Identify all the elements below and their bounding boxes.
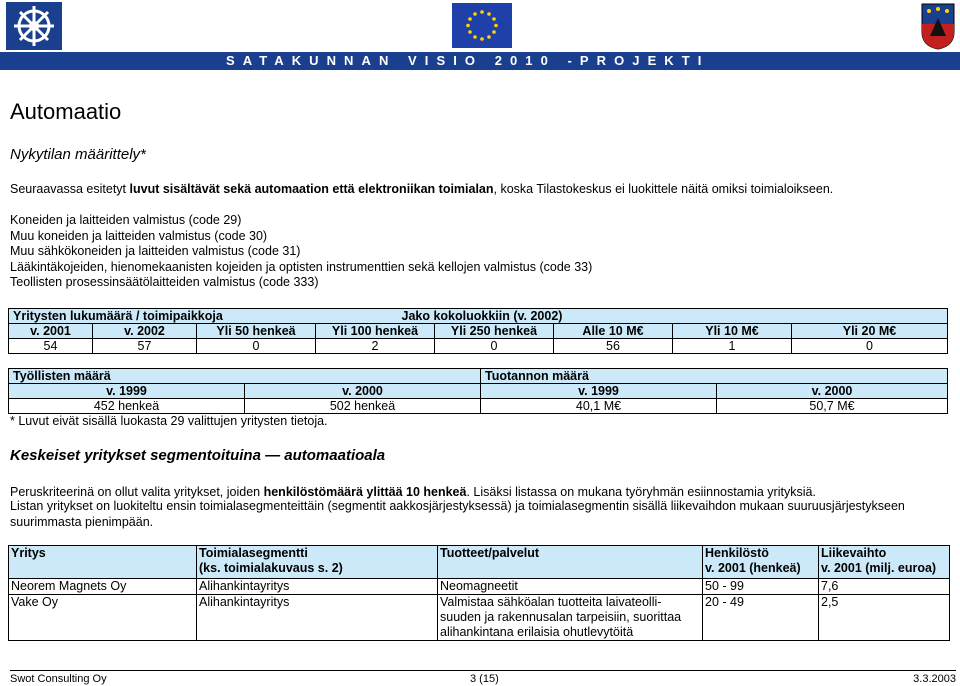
- table2-group-right: Tuotannon määrä: [481, 369, 948, 384]
- table1-header: Alle 10 M€: [554, 324, 673, 339]
- table1-cell: 2: [316, 339, 435, 354]
- table3-header-segment: Toimialasegmentti (ks. toimialakuvaus s. 2): [197, 546, 438, 579]
- table2-group-left: Työllisten määrä: [9, 369, 481, 384]
- subtitle: Nykytilan määrittely*: [10, 146, 146, 163]
- ship-wheel-logo: [6, 2, 62, 50]
- table2-header: v. 2000: [245, 384, 481, 399]
- table3-header-revenue: Liikevaihto v. 2001 (milj. euroa): [819, 546, 950, 579]
- code-list: [10, 213, 592, 291]
- table-row: [9, 595, 950, 641]
- company-cell: Neorem Magnets Oy: [9, 579, 197, 595]
- footer-page-number: 3 (15): [470, 673, 499, 685]
- table-row: [9, 579, 950, 595]
- para3-line: Listan yritykset on luokiteltu ensin toimialasegmenteittäin (segmentit aakkosjärjestyksessä) ja toimialasegmentin sisällä liikevaihdon mukaan suuruusjärjestykseen: [10, 499, 905, 513]
- products-cell: Valmistaa sähköalan tuotteita laivateolli- suuden ja rakennusalan tarpeisiin, suorittaa alihankintana erilaisia ohutlevytöitä: [438, 595, 703, 641]
- company-cell: Vake Oy: [9, 595, 197, 641]
- classification-paragraph: [10, 499, 905, 530]
- table3-header-staff: Henkilöstö v. 2001 (henkeä): [703, 546, 819, 579]
- table1-cell: 57: [93, 339, 197, 354]
- code-line: Koneiden ja laitteiden valmistus (code 29): [10, 213, 242, 227]
- table1-header: Yli 250 henkeä: [435, 324, 554, 339]
- footer-date: 3.3.2003: [913, 673, 956, 685]
- footer-company: Swot Consulting Oy: [10, 673, 107, 685]
- segment-cell: Alihankintayritys: [197, 579, 438, 595]
- table1-group-left: Yritysten lukumäärä / toimipaikkoja: [9, 309, 316, 324]
- segment-cell: Alihankintayritys: [197, 595, 438, 641]
- table1-cell: 56: [554, 339, 673, 354]
- footnote: * Luvut eivät sisällä luokasta 29 valittujen yritysten tietoja.: [10, 414, 328, 428]
- products-cell: Neomagneetit: [438, 579, 703, 595]
- companies-table: [8, 545, 950, 641]
- employment-production-table: [8, 368, 948, 414]
- table1-header: v. 2002: [93, 324, 197, 339]
- para3-line: suurimmasta pienimpään.: [10, 514, 154, 529]
- table2-header: v. 1999: [9, 384, 245, 399]
- project-banner: [0, 52, 960, 70]
- table1-header: Yli 20 M€: [792, 324, 948, 339]
- para2-post: . Lisäksi listassa on mukana työryhmän esiinnostamia yrityksiä.: [466, 485, 816, 499]
- table2-header: v. 1999: [481, 384, 717, 399]
- table1-header: Yli 10 M€: [673, 324, 792, 339]
- table1-cell: 1: [673, 339, 792, 354]
- table3-header-products: Tuotteet/palvelut: [438, 546, 703, 579]
- table1-cell: 54: [9, 339, 93, 354]
- code-line: Teollisten prosessinsäätölaitteiden valmistus (code 333): [10, 275, 319, 290]
- eu-flag-logo: [452, 3, 512, 48]
- company-count-table: [8, 308, 948, 354]
- coat-of-arms-logo: [920, 2, 956, 50]
- table1-cell: 0: [197, 339, 316, 354]
- table1-header: Yli 100 henkeä: [316, 324, 435, 339]
- page-title: Automaatio: [10, 99, 122, 124]
- table1-group-right: Jako kokoluokkiin (v. 2002): [316, 309, 948, 324]
- code-line: Muu koneiden ja laitteiden valmistus (code 30): [10, 228, 268, 243]
- para2-bold: henkilöstömäärä ylittää 10 henkeä: [263, 485, 467, 499]
- table2-cell: 40,1 M€: [481, 399, 717, 414]
- staff-cell: 20 - 49: [703, 595, 819, 641]
- table2-cell: 50,7 M€: [717, 399, 948, 414]
- intro-post: , koska Tilastokeskus ei luokittele näitä omiksi toimialoikseen.: [493, 182, 834, 196]
- banner-text: SATAKUNNAN VISIO 2010 -PROJEKTI: [226, 53, 710, 68]
- page-footer: [10, 670, 956, 685]
- table3-header-company: Yritys: [9, 546, 197, 579]
- code-line: Muu sähkökoneiden ja laitteiden valmistus (code 31): [10, 244, 301, 259]
- intro-pre: Seuraavassa esitetyt: [10, 182, 130, 196]
- table1-cell: 0: [792, 339, 948, 354]
- table1-header: v. 2001: [9, 324, 93, 339]
- code-line: Lääkintäkojeiden, hienomekaanisten kojeiden ja optisten instrumenttien sekä kellojen valmistus (code 33): [10, 259, 593, 274]
- section-title: Keskeiset yritykset segmentoituina — automaatioala: [10, 447, 386, 464]
- staff-cell: 50 - 99: [703, 579, 819, 595]
- criteria-paragraph: [10, 485, 816, 500]
- table2-cell: 502 henkeä: [245, 399, 481, 414]
- intro-paragraph: [10, 182, 833, 197]
- table2-header: v. 2000: [717, 384, 948, 399]
- revenue-cell: 2,5: [819, 595, 950, 641]
- para2-pre: Peruskriteerinä on ollut valita yritykset, joiden: [10, 485, 264, 499]
- table2-cell: 452 henkeä: [9, 399, 245, 414]
- table1-cell: 0: [435, 339, 554, 354]
- table1-header: Yli 50 henkeä: [197, 324, 316, 339]
- revenue-cell: 7,6: [819, 579, 950, 595]
- intro-bold: luvut sisältävät sekä automaation että elektroniikan toimialan: [129, 182, 494, 196]
